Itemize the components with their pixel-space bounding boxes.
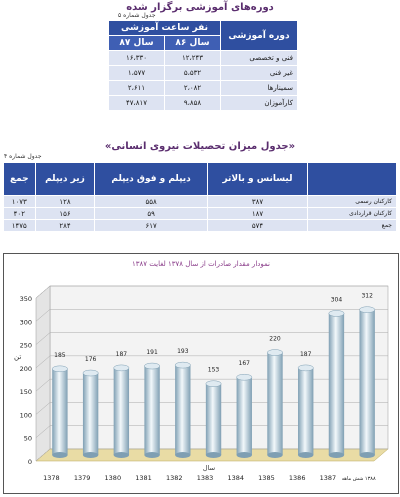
- table-cell: ۱۸۷: [207, 208, 307, 220]
- table-cell: ۱۲۸: [35, 196, 95, 208]
- cell-87: ۱۶،۳۳۰: [109, 51, 165, 66]
- cell-86: ۲،۰۸۲: [165, 81, 221, 96]
- x-tick-label: 1379: [73, 474, 91, 482]
- table-row: [4, 220, 397, 232]
- education-table: [3, 162, 397, 232]
- row-name: کارکنان رسمی: [308, 196, 397, 208]
- bar: [175, 365, 190, 455]
- bar-base: [298, 452, 313, 458]
- x-tick-label: 1382: [165, 474, 183, 482]
- bar-base: [237, 452, 252, 458]
- data-label: 176: [84, 356, 97, 364]
- data-label: 187: [115, 350, 128, 358]
- header-course: دوره آموزشی: [221, 21, 298, 51]
- table-row: [109, 81, 298, 96]
- bar-base: [206, 452, 221, 458]
- table-cell: ۱۴۷۵: [4, 220, 36, 232]
- cell-86: ۹،۸۵۸: [165, 96, 221, 111]
- table-cell: ۳۸۷: [207, 196, 307, 208]
- bar-base: [144, 452, 159, 458]
- data-label: 187: [299, 350, 312, 358]
- header-year-86: سال ۸۶: [165, 36, 221, 51]
- table-cell: ۱۵۶: [35, 208, 95, 220]
- header-year-87: سال ۸۷: [109, 36, 165, 51]
- data-label: 185: [54, 351, 66, 359]
- table-cell: ۵۹: [95, 208, 208, 220]
- bar: [144, 366, 159, 455]
- table-cell: ۱۰۷۳: [4, 196, 36, 208]
- x-axis-label: سال: [202, 464, 216, 472]
- bar-top: [83, 370, 98, 376]
- bar-top: [329, 310, 344, 316]
- x-tick-label: 1383: [196, 474, 214, 482]
- header-hours: نفر ساعت آموزشی: [109, 21, 221, 36]
- y-tick-label: 0: [27, 458, 32, 466]
- data-label: 193: [177, 348, 189, 356]
- bar-base: [267, 452, 282, 458]
- cell-87: ۲،۶۱۱: [109, 81, 165, 96]
- bar-top: [237, 374, 252, 380]
- table-row: [109, 51, 298, 66]
- table-cell: ۵۷۴: [207, 220, 307, 232]
- bar-base: [52, 452, 67, 458]
- x-tick-label: 1384: [227, 474, 245, 482]
- bar: [114, 368, 129, 455]
- x-tick-label: ۱۳۸۸ شش ماهه: [341, 476, 376, 482]
- row-name: سمینارها: [221, 81, 298, 96]
- data-label: 220: [269, 335, 281, 343]
- bar-base: [175, 452, 190, 458]
- data-label: 312: [361, 292, 373, 300]
- bar: [359, 310, 374, 455]
- bar: [329, 313, 344, 455]
- bar-top: [298, 365, 313, 371]
- y-tick-label: 150: [19, 388, 32, 397]
- bar: [298, 368, 313, 455]
- row-name: غیر فنی: [221, 66, 298, 81]
- bar-top: [114, 365, 129, 371]
- header-diploma: دیپلم و فوق دیپلم: [95, 163, 208, 196]
- table-cell: ۵۵۸: [95, 196, 208, 208]
- bar: [206, 384, 221, 455]
- chart-svg: [4, 254, 398, 493]
- table2-title: «جدول میزان تحصیلات نیروی انسانی»: [104, 141, 296, 152]
- chart-side-wall: [36, 286, 50, 461]
- cell-86: ۵،۵۳۲: [165, 66, 221, 81]
- table-row: [4, 196, 397, 208]
- row-name: کارکنان قراردادی: [308, 208, 397, 220]
- y-tick-label: 100: [19, 411, 32, 420]
- data-label: 153: [207, 366, 220, 374]
- table-cell: ۲۸۴: [35, 220, 95, 232]
- x-tick-label: 1381: [135, 474, 152, 482]
- x-tick-label: 1387: [319, 474, 337, 482]
- data-label: 167: [238, 360, 250, 368]
- row-name: کارآموزان: [221, 96, 298, 111]
- table-row: [109, 96, 298, 111]
- x-tick-label: 1380: [104, 474, 122, 482]
- y-tick-label: 350: [19, 295, 32, 303]
- training-courses-table: [108, 20, 298, 111]
- row-name: فنی و تخصصی: [221, 51, 298, 66]
- header-total: جمع: [4, 163, 36, 196]
- table1-title: دوره‌های آموزشی برگزار شده: [126, 2, 274, 13]
- bar: [267, 353, 282, 455]
- cell-86: ۱۲،۲۴۳: [165, 51, 221, 66]
- bar-base: [359, 452, 374, 458]
- row-name: جمع: [308, 220, 397, 232]
- bar-top: [144, 363, 159, 369]
- cell-87: ۱،۵۷۷: [109, 66, 165, 81]
- bar: [52, 369, 67, 455]
- table2-label: جدول شماره ۴: [4, 153, 42, 160]
- header-below-diploma: زیر دیپلم: [35, 163, 95, 196]
- bar-top: [206, 381, 221, 387]
- bar: [83, 373, 98, 455]
- bar-top: [359, 307, 374, 313]
- table-cell: ۶۱۷: [95, 220, 208, 232]
- bar: [237, 377, 252, 455]
- bar-top: [267, 350, 282, 356]
- x-tick-label: 1385: [258, 474, 275, 482]
- y-tick-label: 50: [23, 434, 32, 443]
- bar-base: [83, 452, 98, 458]
- header-corner: [308, 163, 397, 196]
- bar-base: [114, 452, 129, 458]
- cell-87: ۴۷،۸۱۷: [109, 96, 165, 111]
- data-label: 304: [330, 296, 343, 304]
- y-tick-label: 300: [19, 318, 32, 327]
- exports-chart: [3, 253, 399, 494]
- y-tick-label: 250: [19, 341, 32, 350]
- x-tick-label: 1378: [43, 474, 60, 482]
- table-row: [109, 66, 298, 81]
- y-axis-label: تن: [14, 353, 22, 361]
- x-tick-label: 1386: [288, 474, 306, 482]
- table1-label: جدول شماره ۵: [118, 12, 156, 19]
- bar-top: [52, 366, 67, 372]
- chart-title: نمودار مقدار صادرات از سال ۱۳۷۸ لغایت ۱۳۸۷: [131, 260, 271, 268]
- header-bachelor: لیسانس و بالاتر: [207, 163, 307, 196]
- data-label: 191: [146, 349, 158, 357]
- y-tick-label: 200: [19, 364, 32, 373]
- bar-top: [175, 362, 190, 368]
- bar-base: [329, 452, 344, 458]
- table-row: [4, 208, 397, 220]
- table-cell: ۴۰۲: [4, 208, 36, 220]
